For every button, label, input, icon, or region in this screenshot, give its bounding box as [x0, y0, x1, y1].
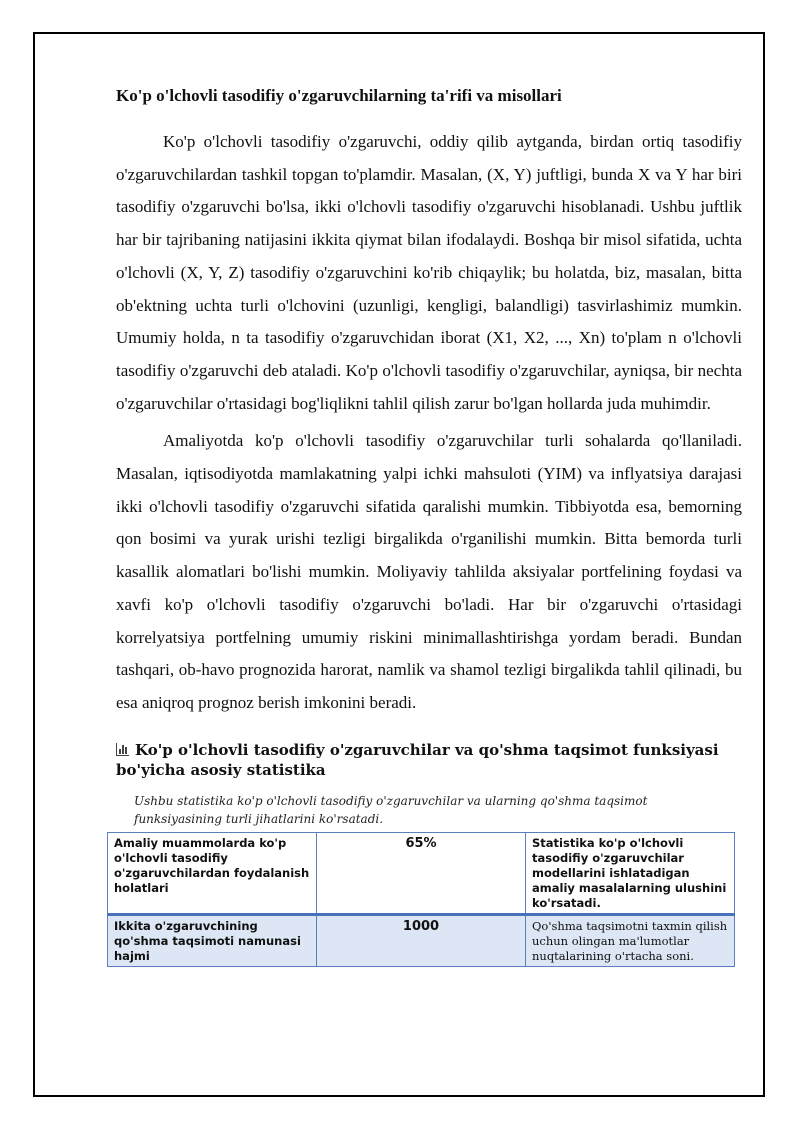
- paragraph-definition: Ko'p o'lchovli tasodifiy o'zgaruvchi, oddiy qilib aytganda, birdan ortiq tasodifiy o'zgaruvchilardan tashkil topgan to'plamdir. Masalan, (X, Y) juftligi, bunda X va Y har biri tasodifiy o'zgaruvchi bo'lsa, ikki o'lchovli tasodifiy o'zgaruvchi hisoblanadi. Ushbu juftlik har bir tajribaning natijasini ikkita qiymat bilan ifodalaydi. Boshqa bir misol sifatida, uchta o'lchovli (X, Y, Z) tasodifiy o'zgaruvchini ko'rib chiqaylik; bu holatda, biz, masalan, bitta ob'ektning uchta turli o'lchovini (uzunligi, kengligi, balandligi) tasvirlashimiz mumkin. Umumiy holda, n ta tasodifiy o'zgaruvchidan iborat (X1, X2, ..., Xn) to'plam n o'lchovli tasodifiy o'zgaruvchi deb ataladi. Ko'p o'lchovli tasodifiy o'zgaruvchilar, ayniqsa, bir nechta o'zgaruvchilar o'rtasidagi bog'liqlikni tahlil qilish zarur bo'lgan hollarda juda muhimdir.: [116, 132, 742, 413]
- row-value: 1000: [317, 914, 526, 966]
- statistics-block: [116, 740, 742, 967]
- table-row: [108, 914, 735, 966]
- row-label: Amaliy muammolarda ko'p o'lchovli tasodifiy o'zgaruvchilardan foydalanish holatlari: [108, 832, 317, 914]
- statistics-table: [107, 832, 735, 967]
- paragraph-applications: Amaliyotda ko'p o'lchovli tasodifiy o'zgaruvchilar turli sohalarda qo'llaniladi. Masalan, iqtisodiyotda mamlakatning yalpi ichki mahsuloti (YIM) va inflyatsiya darajasi ikki o'lchovli tasodifiy o'zgaruvchi sifatida qaralishi mumkin. Tibbiyotda esa, bemorning qon bosimi va yurak urishi tezligi birgalikda o'rganilishi mumkin. Bitta bemorda turli kasallik alomatlari bo'lishi mumkin. Moliyaviy tahlilda aksiyalar portfelining foydasi va xavfi ko'p o'lchovli tasodifiy o'zgaruvchi bo'ladi. Har bir o'zgaruvchi o'rtasidagi korrelyatsiya portfelning umumiy riskini minimallashtirishga yordam beradi. Bundan tashqari, ob-havo prognozida harorat, namlik va shamol tezligi birgalikda tahlil qilinadi, bu esa aniqroq prognoz berish imkonini beradi.: [116, 431, 742, 712]
- row-label: Ikkita o'zgaruvchining qo'shma taqsimoti namunasi hajmi: [108, 914, 317, 966]
- section-heading: Ko'p o'lchovli tasodifiy o'zgaruvchilarning ta'rifi va misollari: [116, 86, 562, 105]
- document-body: [116, 84, 742, 967]
- statistics-description: Ushbu statistika ko'p o'lchovli tasodifiy o'zgaruvchilar va ularning qo'shma taqsimot funksiyasining turli jihatlarini ko'rsatadi.: [134, 793, 648, 826]
- row-value: 65%: [317, 832, 526, 914]
- row-note: Statistika ko'p o'lchovli tasodifiy o'zgaruvchilar modellarini ishlatadigan amaliy masalalarning ulushini ko'rsatadi.: [526, 832, 735, 914]
- statistics-title: [116, 740, 742, 780]
- bar-chart-icon: [116, 743, 129, 756]
- row-note: Qo'shma taqsimotni taxmin qilish uchun olingan ma'lumotlar nuqtalarining o'rtacha soni.: [526, 914, 735, 966]
- table-row: [108, 832, 735, 914]
- statistics-title-text: Ko'p o'lchovli tasodifiy o'zgaruvchilar va qo'shma taqsimot funksiyasi bo'yicha asosiy statistika: [116, 740, 719, 779]
